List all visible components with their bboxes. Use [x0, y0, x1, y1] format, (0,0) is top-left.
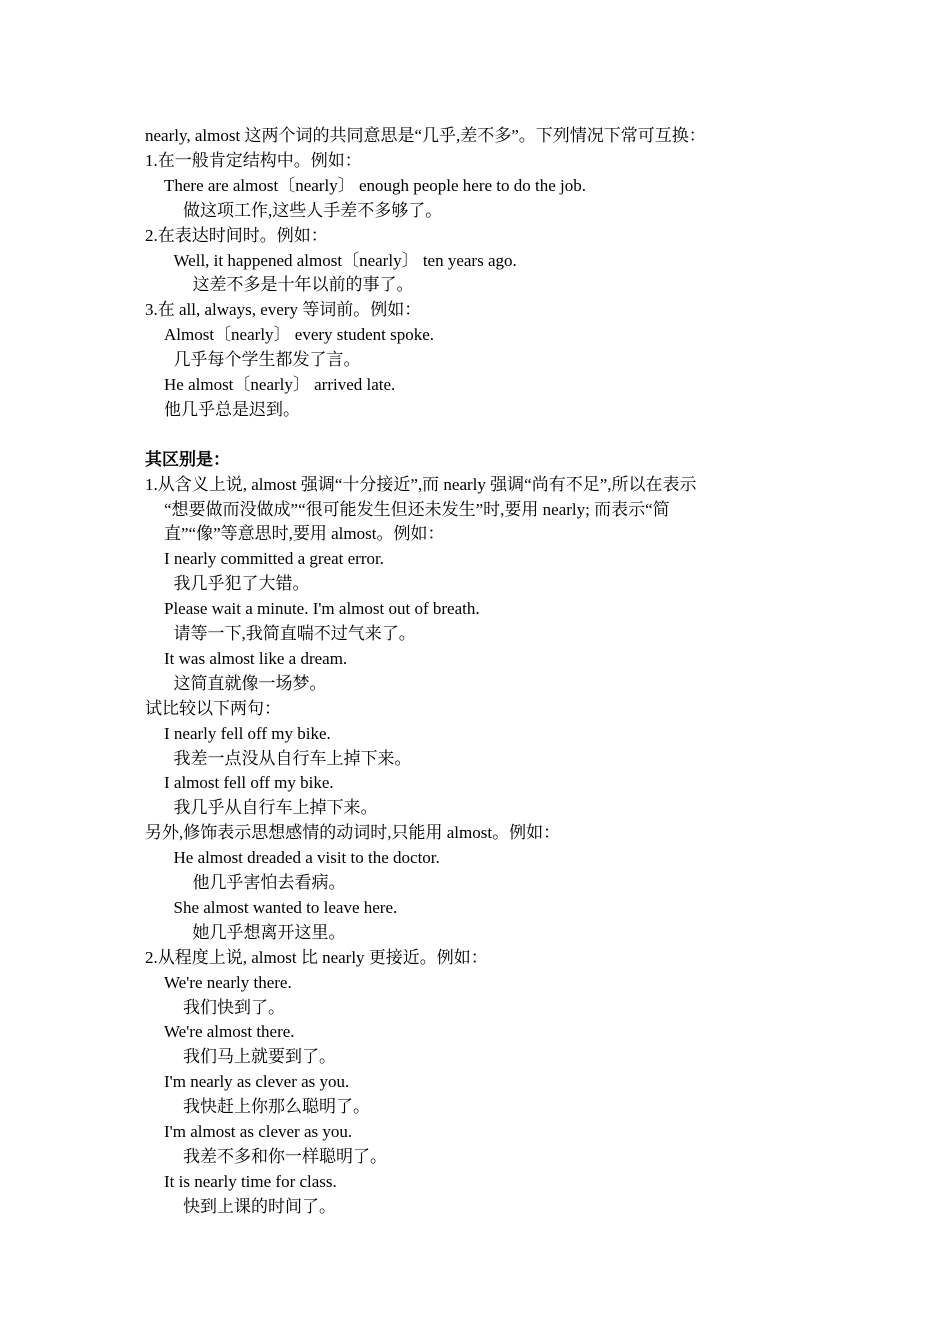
text-line: 我快赶上你那么聪明了。 [183, 1097, 370, 1117]
text-line: 3.在 all, always, every 等词前。例如： [145, 300, 422, 320]
text-line: 直”“像”等意思时,要用 almost。例如： [164, 524, 445, 544]
text-line: I'm nearly as clever as you. [164, 1072, 350, 1092]
text-line: There are almost〔nearly〕 enough people here to do the job. [164, 175, 587, 195]
text-line: 她几乎想离开这里。 [192, 922, 346, 942]
text-line: 请等一下,我简直喘不过气来了。 [173, 624, 416, 643]
text-line: I almost fell off my bike. [164, 773, 334, 793]
text-line: 这简直就像一场梦。 [173, 673, 327, 693]
text-line: I nearly fell off my bike. [164, 723, 331, 743]
text-line: “想要做而没做成”“很可能发生但还未发生”时,要用 nearly; 而表示“简 [164, 499, 670, 519]
text-line: 他几乎害怕去看病。 [192, 873, 346, 892]
text-line: 试比较以下两句： [145, 698, 281, 718]
text-line: 1.从含义上说, almost 强调“十分接近”,而 nearly 强调“尚有不足”,所以在表示 [145, 474, 697, 494]
text-line: He almost〔nearly〕 arrived late. [164, 375, 396, 394]
text-line: We're nearly there. [164, 972, 292, 992]
text-line: 我差一点没从自行车上掉下来。 [173, 748, 412, 768]
text-line: We're almost there. [164, 1022, 295, 1042]
text-line: 快到上课的时间了。 [183, 1196, 336, 1216]
text-line: 我们快到了。 [183, 997, 285, 1017]
text-line: She almost wanted to leave here. [173, 897, 398, 917]
text-line: 2.在表达时间时。例如： [145, 225, 328, 245]
text-line: nearly, almost 这两个词的共同意思是“几乎,差不多”。下列情况下常可互换： [145, 126, 706, 145]
text-line: 我们马上就要到了。 [183, 1047, 336, 1067]
text-line: I'm almost as clever as you. [164, 1122, 353, 1141]
text-line: 做这项工作,这些人手差不多够了。 [183, 200, 443, 220]
text-line: Please wait a minute. I'm almost out of breath. [164, 599, 480, 619]
text-line: 他几乎总是迟到。 [164, 399, 300, 419]
text-line: 我几乎从自行车上掉下来。 [173, 798, 378, 818]
text-line: 我几乎犯了大错。 [173, 574, 310, 594]
text-line: 其区别是： [145, 449, 230, 469]
text-line: 这差不多是十年以前的事了。 [192, 275, 414, 295]
text-line: I nearly committed a great error. [164, 549, 384, 569]
text-line: He almost dreaded a visit to the doctor. [173, 848, 440, 868]
text-line: Well, it happened almost〔nearly〕 ten years ago. [173, 250, 517, 270]
text-line: 另外,修饰表示思想感情的动词时,只能用 almost。例如： [145, 823, 561, 843]
text-line: It was almost like a dream. [164, 648, 348, 668]
text-line: Almost〔nearly〕 every student spoke. [164, 325, 435, 345]
text-line: 2.从程度上说, almost 比 nearly 更接近。例如： [145, 947, 488, 967]
text-line: 我差不多和你一样聪明了。 [183, 1146, 387, 1166]
text-line: 1.在一般肯定结构中。例如： [145, 150, 362, 170]
text-line: 几乎每个学生都发了言。 [173, 350, 361, 370]
text-line: It is nearly time for class. [164, 1171, 337, 1191]
